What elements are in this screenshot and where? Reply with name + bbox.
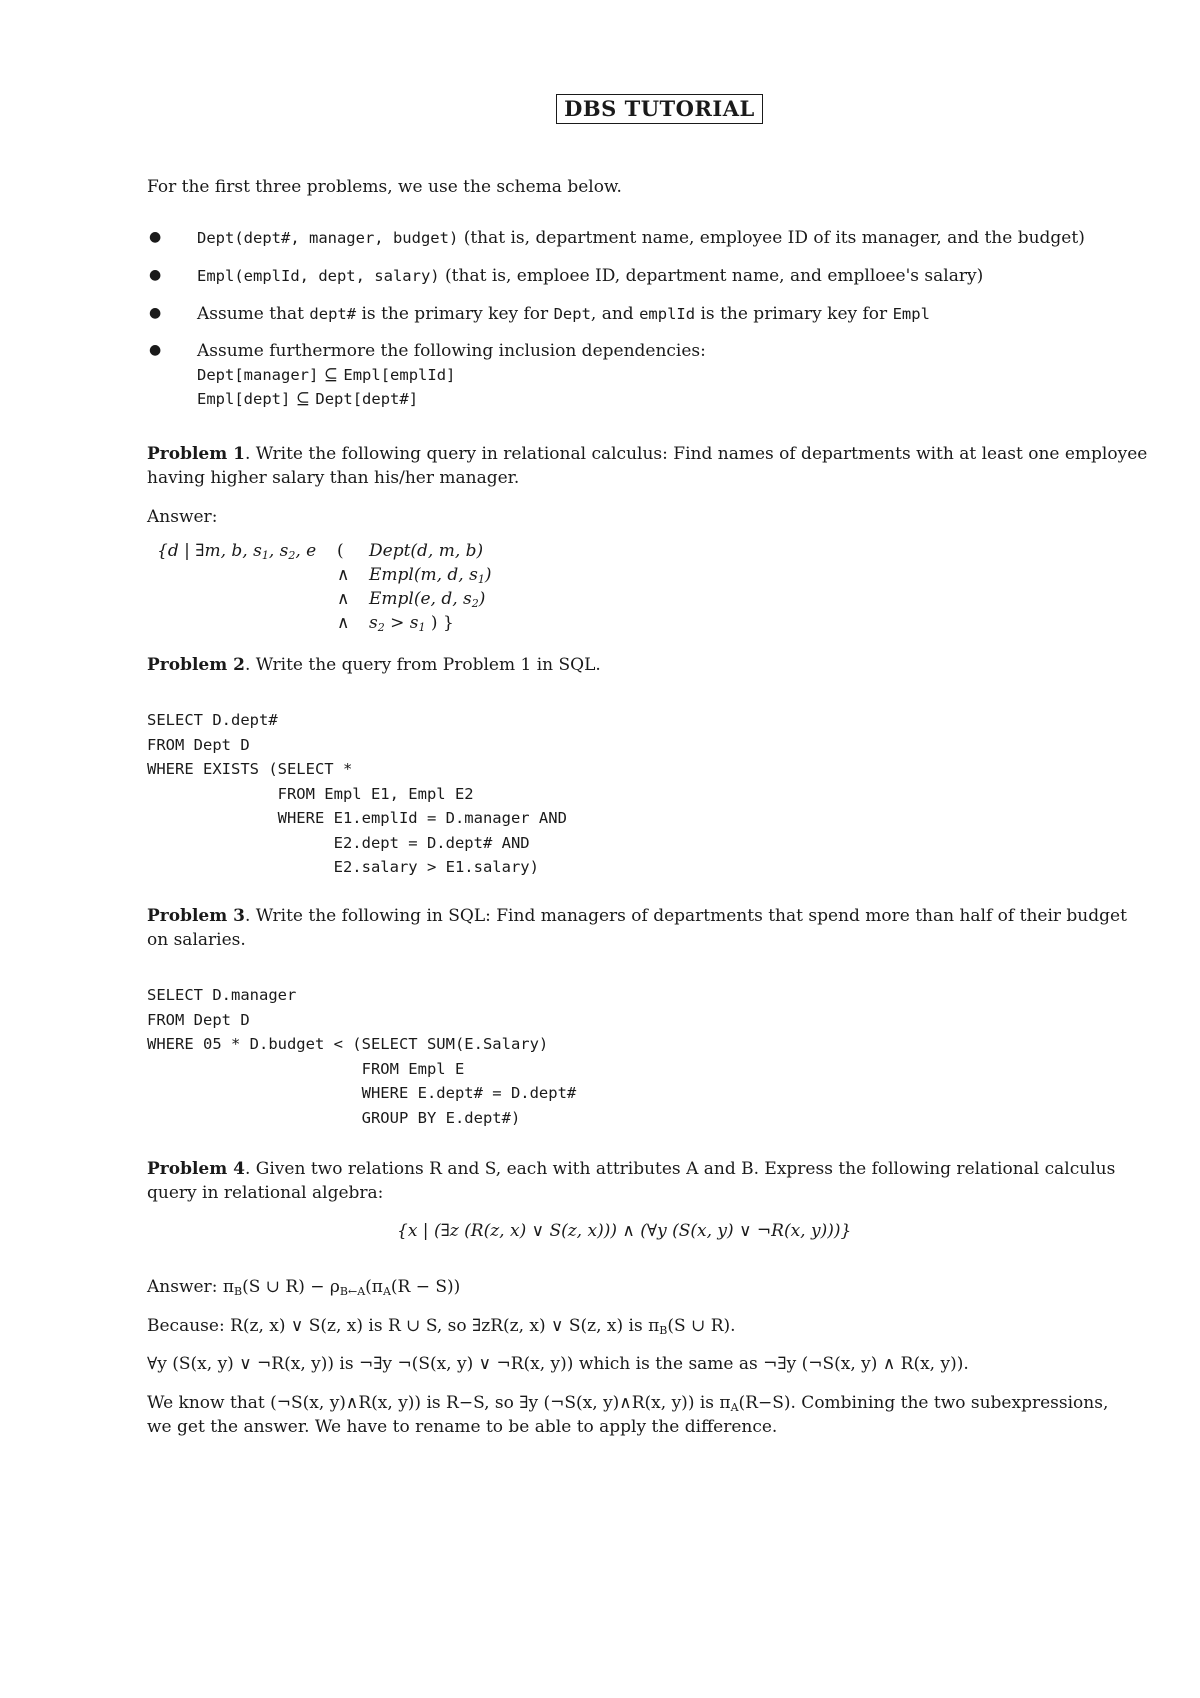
pk-code: Empl — [892, 305, 930, 323]
empl-schema-desc: (that is, emploee ID, department name, and emplloee's salary) — [439, 266, 984, 286]
problem-1-statement-cont: having higher salary than his/her manager. — [147, 468, 520, 488]
bullet-dot: ● — [149, 305, 162, 321]
pk-text: is the primary key for — [695, 304, 893, 324]
problem-2-statement: . Write the query from Problem 1 in SQL. — [244, 655, 601, 675]
formula-open-paren: ( — [337, 541, 344, 561]
dept-schema-code: Dept(dept#, manager, budget) — [197, 229, 459, 247]
problem-3-label: Problem 3 — [147, 906, 245, 926]
dep-code: Dept[manager] — [197, 366, 319, 384]
problem-4-label: Problem 4 — [147, 1159, 245, 1179]
problem-3-text — [147, 906, 1127, 926]
problem-2-text — [147, 655, 601, 675]
formula-and: ∧ — [337, 589, 350, 609]
formula-head: {d | ∃m, b, $s_1$, $s_2$, e — [157, 541, 317, 562]
problem-2-sql: SELECT D.dept# FROM Dept D WHERE EXISTS (SELECT * FROM Empl E1, Empl E2 WHERE E1.emplId = D.manager AND E2.dept = D.dept# AND E2.salary > E1.salary) — [147, 711, 567, 876]
title-wrap — [147, 94, 1172, 124]
formula-and: ∧ — [337, 613, 350, 633]
pk-code: dept# — [309, 305, 357, 323]
subset-symbol: ⊆ — [323, 365, 338, 385]
problem-1-answer-label: Answer: — [147, 507, 218, 527]
dep-code: Empl[dept] — [197, 390, 291, 408]
problem-4-answer: Answer: $\pi_B(S$ ∪ $R) - \rho_{B\leftarrow A}(\pi_A(R - S))$ — [147, 1277, 461, 1298]
pk-text: , and — [590, 304, 640, 324]
problem-4-text — [147, 1159, 1115, 1179]
bullet-dot: ● — [149, 342, 162, 358]
problem-4-formula: {x | (∃z (R(z, x) ∨ S(z, x))) ∧ (∀y (S(x, y) ∨ ¬R(x, y)))} — [397, 1221, 852, 1241]
dep-code: Dept[dept#] — [315, 390, 419, 408]
inclusion-dep-2 — [197, 389, 418, 409]
bullet-dot: ● — [149, 267, 162, 283]
problem-3-statement: . Write the following in SQL: Find managers of departments that spend more than half of their budget — [244, 906, 1127, 926]
problem-3-sql: SELECT D.manager FROM Dept D WHERE 05 * D.budget < (SELECT SUM(E.Salary) FROM Empl E WHERE E.dept# = D.dept# GROUP BY E.dept#) — [147, 986, 577, 1127]
formula-line-3: Empl(e, d, $s_2$) — [369, 589, 486, 610]
dep-code: Empl[emplId] — [343, 366, 456, 384]
problem-2-label: Problem 2 — [147, 655, 245, 675]
formula-line-1: Dept(d, m, b) — [369, 541, 484, 561]
problem-1-text — [147, 444, 1147, 464]
inclusion-deps-text: Assume furthermore the following inclusion dependencies: — [197, 341, 706, 361]
problem-4-statement-cont: query in relational algebra: — [147, 1183, 384, 1203]
pk-text: Assume that — [197, 304, 310, 324]
pk-text: is the primary key for — [356, 304, 554, 324]
bullet-dot: ● — [149, 229, 162, 245]
problem-4-we-know-cont: we get the answer. We have to rename to be able to apply the difference. — [147, 1417, 778, 1437]
problem-4-we-know: We know that (¬S(x, y)∧R(x, y)) is R−S, so ∃y (¬S(x, y)∧R(x, y)) is $\pi_A(R-S)$. Combining the two subexpressions, — [147, 1393, 1109, 1414]
subset-symbol: ⊆ — [295, 389, 310, 409]
document-title: DBS TUTORIAL — [556, 94, 763, 124]
problem-3-statement-cont: on salaries. — [147, 930, 246, 950]
pk-code: Dept — [553, 305, 591, 323]
empl-schema-code: Empl(emplId, dept, salary) — [197, 267, 440, 285]
problem-4-forall: ∀y (S(x, y) ∨ ¬R(x, y)) is ¬∃y ¬(S(x, y) ∨ ¬R(x, y)) which is the same as ¬∃y (¬S(x, y) ∧ R(x, y)). — [147, 1354, 969, 1374]
formula-line-4: $s_2 > s_1$ ) } — [369, 613, 454, 634]
dept-schema-desc: (that is, department name, employee ID of its manager, and the budget) — [458, 228, 1085, 248]
formula-line-2: Empl(m, d, $s_1$) — [369, 565, 492, 586]
pk-code: emplId — [639, 305, 696, 323]
problem-1-label: Problem 1 — [147, 444, 245, 464]
formula-and: ∧ — [337, 565, 350, 585]
inclusion-dep-1 — [197, 365, 455, 385]
problem-1-statement: . Write the following query in relational calculus: Find names of departments with at least one employee — [244, 444, 1148, 464]
problem-4-because: Because: R(z, x) ∨ S(z, x) is R ∪ S, so ∃zR(z, x) ∨ S(z, x) is $\pi_B(S$ ∪ R). — [147, 1316, 736, 1337]
problem-4-statement: . Given two relations R and S, each with attributes A and B. Express the following relational calculus — [244, 1159, 1116, 1179]
intro-text: For the first three problems, we use the schema below. — [147, 177, 622, 197]
